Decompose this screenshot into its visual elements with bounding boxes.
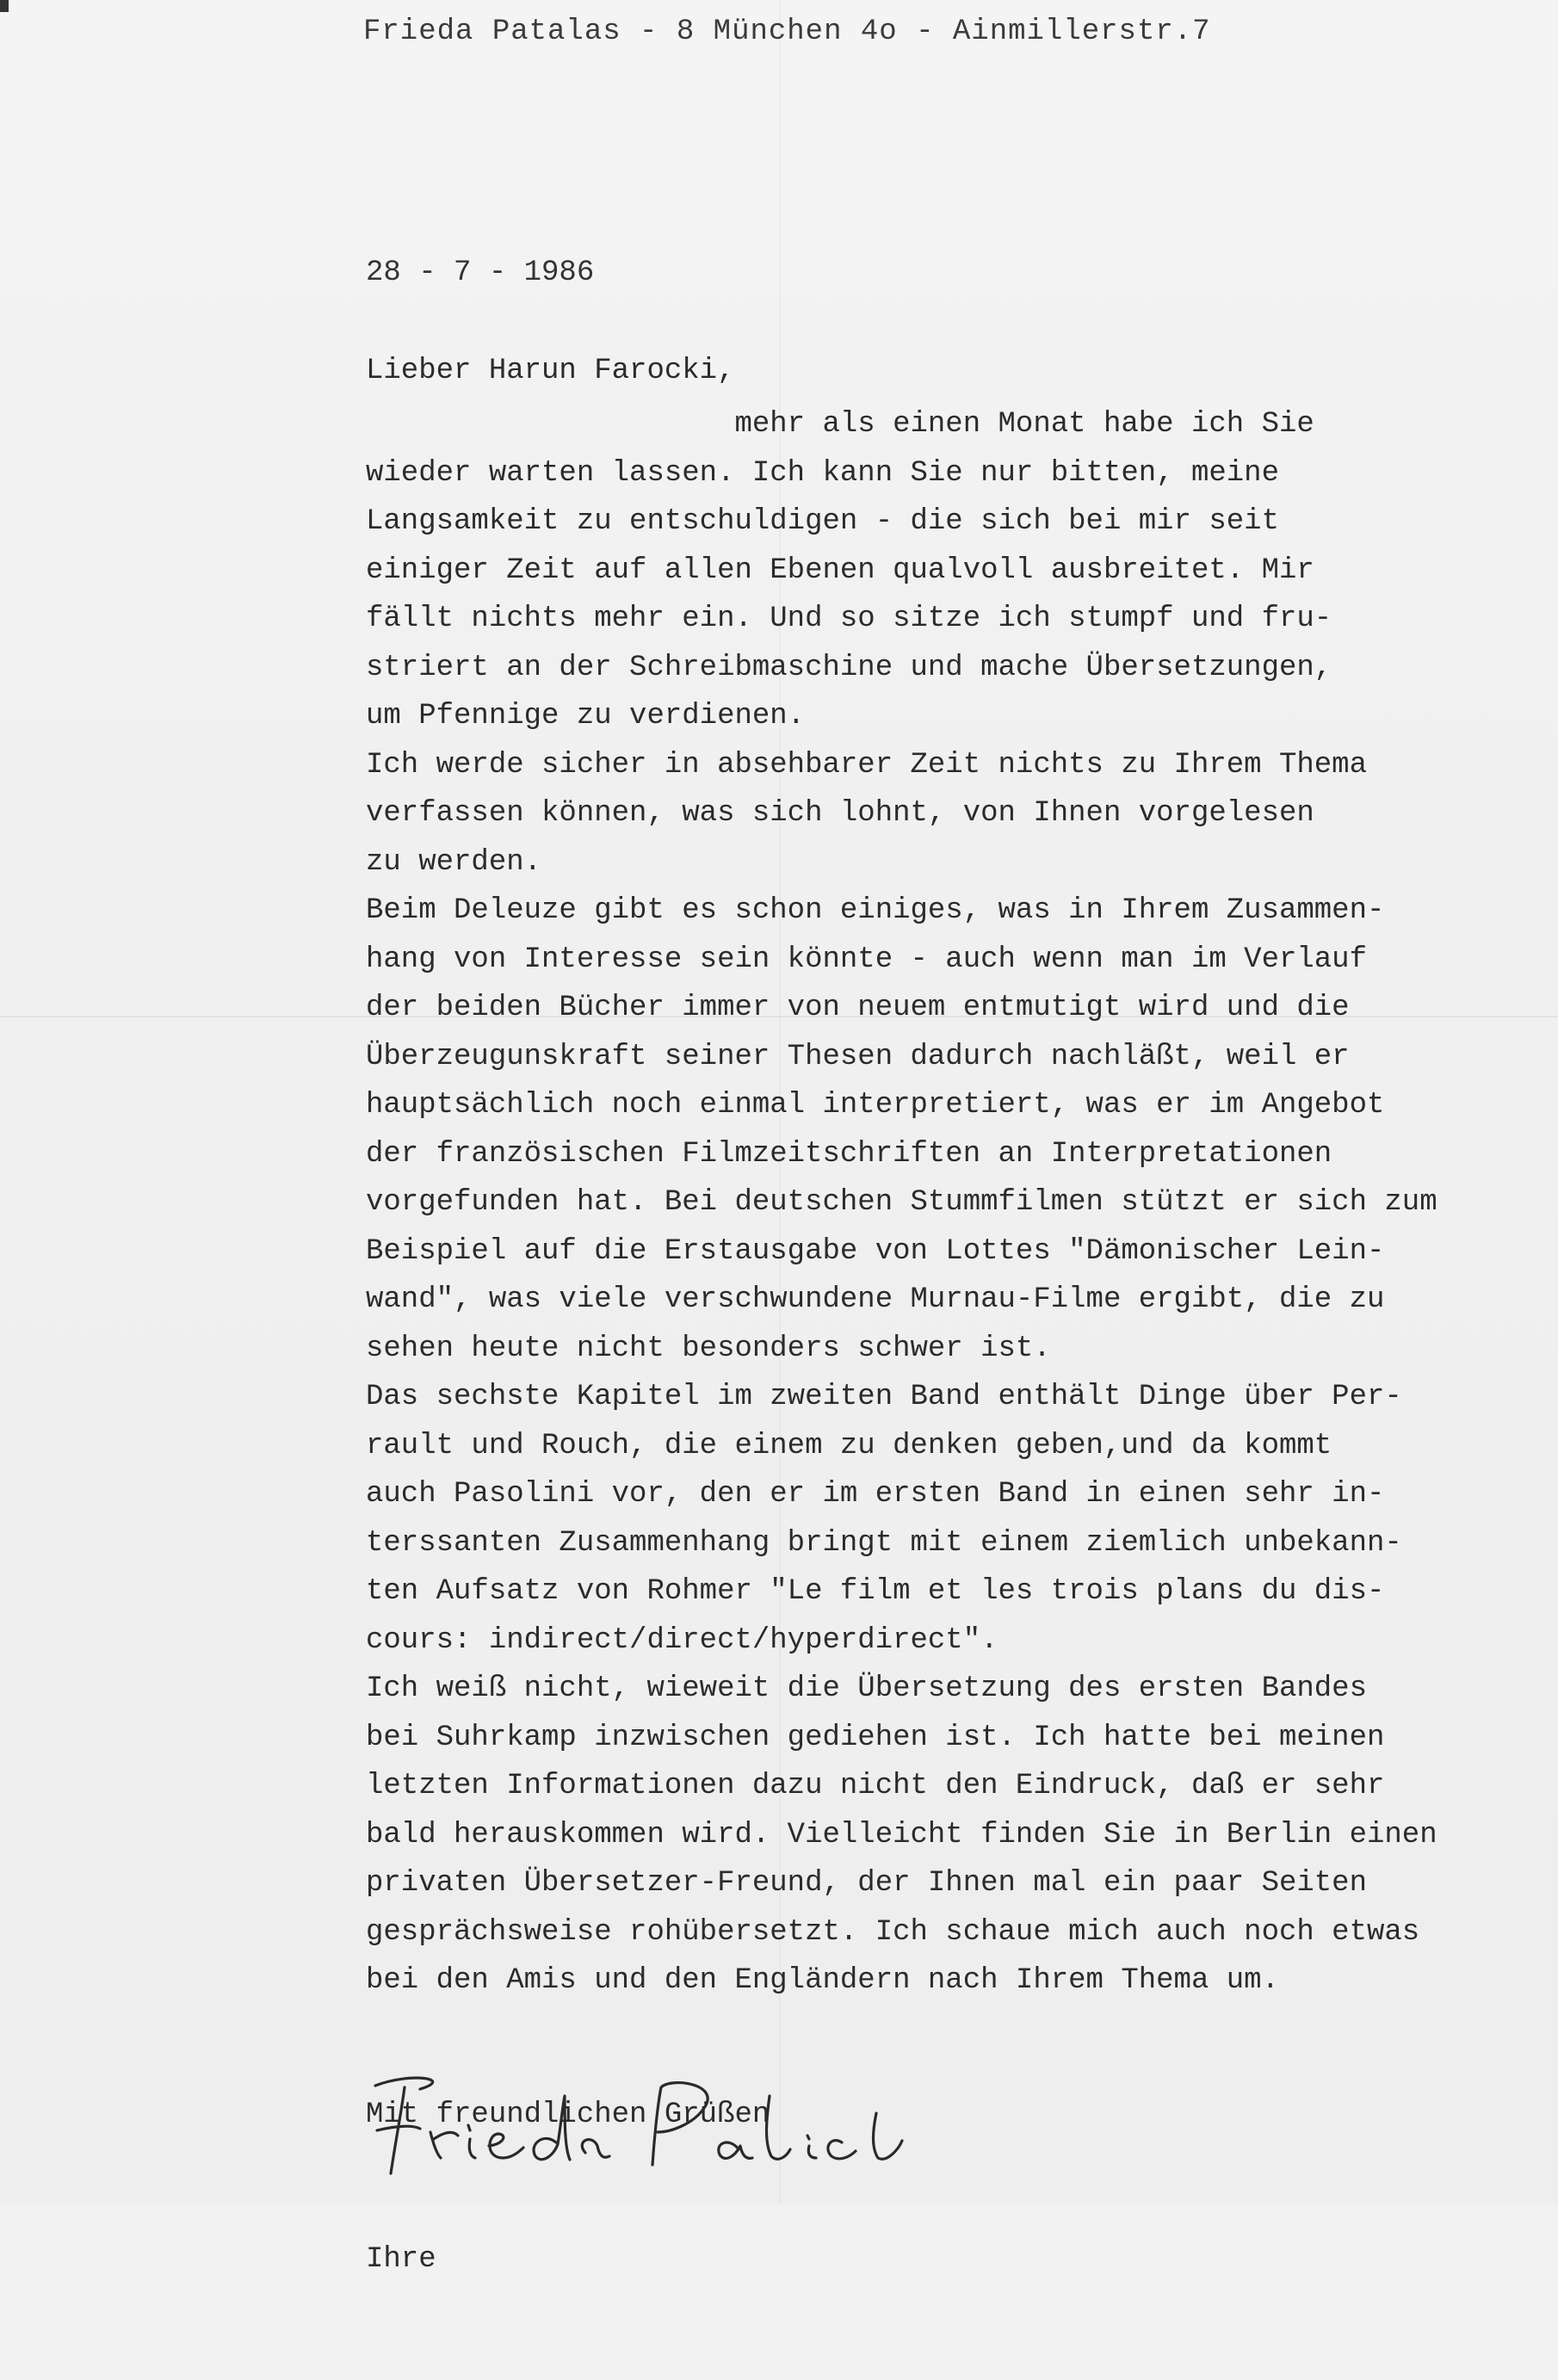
handwritten-signature	[360, 2053, 980, 2182]
body-line: der beiden Bücher immer von neuem entmutigt wird und die	[366, 992, 1350, 1024]
body-line: letzten Informationen dazu nicht den Eindruck, daß er sehr	[366, 1770, 1385, 1802]
body-line: fällt nichts mehr ein. Und so sitze ich stumpf und fru-	[366, 603, 1332, 635]
body-line: Ich weiß nicht, wieweit die Übersetzung des ersten Bandes	[366, 1672, 1367, 1705]
letterhead-address: Frieda Patalas - 8 München 4o - Ainmillerstr.7	[363, 15, 1211, 48]
closing-pronoun: Ihre	[366, 2243, 436, 2276]
body-line: striert an der Schreibmaschine und mache Übersetzungen,	[366, 651, 1332, 684]
body-line: bald herauskommen wird. Vielleicht finden Sie in Berlin einen	[366, 1818, 1437, 1851]
closing-greeting: Mit freundlichen Grüßen	[366, 2099, 770, 2131]
body-line: einiger Zeit auf allen Ebenen qualvoll ausbreitet. Mir	[366, 553, 1314, 587]
body-line: Das sechste Kapitel im zweiten Band enthält Dinge über Per-	[366, 1381, 1402, 1413]
body-line: sehen heute nicht besonders schwer ist.	[366, 1332, 1051, 1365]
body-line: cours: indirect/direct/hyperdirect".	[366, 1623, 998, 1657]
body-line: um Pfennige zu verdienen.	[366, 700, 806, 733]
body-line: ten Aufsatz von Rohmer "Le film et les trois plans du dis-	[366, 1575, 1385, 1608]
body-line: bei den Amis und den Engländern nach Ihrem Thema um.	[366, 1964, 1279, 1997]
body-line: auch Pasolini vor, den er im ersten Band in einen sehr in-	[366, 1478, 1385, 1511]
body-line: Beispiel auf die Erstausgabe von Lottes "Dämonischer Lein-	[366, 1234, 1385, 1268]
body-line: vorgefunden hat. Bei deutschen Stummfilmen stützt er sich zum	[366, 1186, 1437, 1219]
body-line: Langsamkeit zu entschuldigen - die sich bei mir seit	[366, 505, 1279, 538]
salutation: Lieber Harun Farocki,	[366, 355, 735, 387]
body-line: privaten Übersetzer-Freund, der Ihnen mal ein paar Seiten	[366, 1867, 1367, 1900]
body-line: verfassen können, was sich lohnt, von Ihnen vorgelesen	[366, 797, 1314, 830]
body-line: rault und Rouch, die einem zu denken geben,und da kommt	[366, 1429, 1332, 1462]
letter-date: 28 - 7 - 1986	[366, 257, 595, 289]
body-line: terssanten Zusammenhang bringt mit einem ziemlich unbekann-	[366, 1526, 1402, 1560]
letter-body	[366, 400, 1437, 2006]
body-line: bei Suhrkamp inzwischen gediehen ist. Ich hatte bei meinen	[366, 1721, 1385, 1754]
body-line: gesprächsweise rohübersetzt. Ich schaue mich auch noch etwas	[366, 1915, 1420, 1949]
body-line: wieder warten lassen. Ich kann Sie nur bitten, meine	[366, 456, 1279, 490]
body-line: zu werden.	[366, 845, 542, 879]
body-line: mehr als einen Monat habe ich Sie	[366, 408, 1314, 441]
body-line: hauptsächlich noch einmal interpretiert, was er im Angebot	[366, 1089, 1385, 1122]
body-line: hang von Interesse sein könnte - auch wenn man im Verlauf	[366, 943, 1367, 976]
body-line: der französischen Filmzeitschriften an Interpretationen	[366, 1137, 1332, 1171]
body-line: Überzeugunskraft seiner Thesen dadurch nachläßt, weil er	[366, 1040, 1350, 1073]
body-line: Beim Deleuze gibt es schon einiges, was in Ihrem Zusammen-	[366, 894, 1385, 927]
paper-corner-mark	[0, 0, 9, 12]
body-line: wand", was viele verschwundene Murnau-Filme ergibt, die zu	[366, 1283, 1385, 1316]
body-line: Ich werde sicher in absehbarer Zeit nichts zu Ihrem Thema	[366, 748, 1367, 782]
